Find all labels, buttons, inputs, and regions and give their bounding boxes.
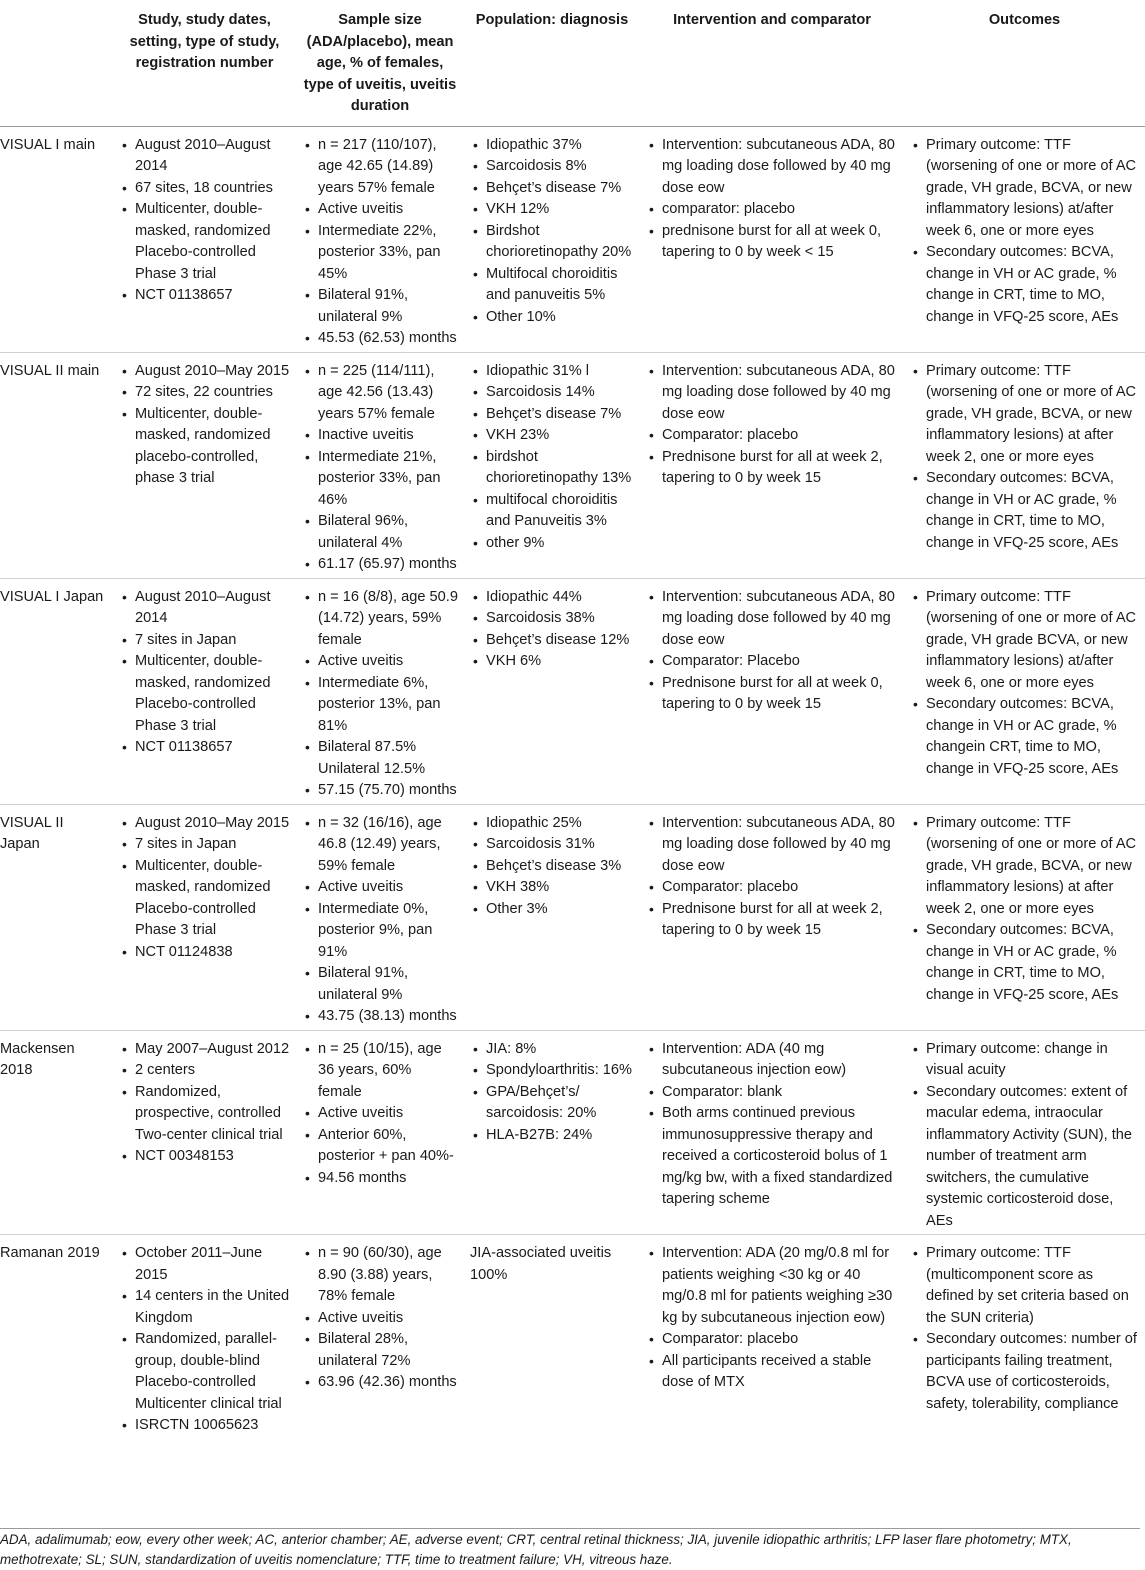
list-item: • Active uveitis [302, 199, 458, 221]
list-item: • Prednisone burst for all at week 2, tapering to 0 by week 15 [646, 899, 898, 942]
list-item: • n = 25 (10/15), age 36 years, 60% female [302, 1039, 458, 1104]
table-row [0, 126, 1145, 352]
list-item: • Bilateral 96%, unilateral 4% [302, 511, 458, 554]
study-details-cell [113, 578, 296, 804]
list-item: • multifocal choroiditis and Panuveitis 3% [470, 490, 634, 533]
intervention-cell-list [646, 1243, 898, 1394]
list-item: • GPA/Behçet’s/ sarcoidosis: 20% [470, 1082, 634, 1125]
intervention-cell [640, 1030, 904, 1235]
list-item: • Randomized, parallel-group, double-blind Placebo-controlled Multicenter clinical trial [119, 1329, 290, 1415]
list-item: • n = 16 (8/8), age 50.9 (14.72) years, 59% female [302, 587, 458, 652]
list-item: • Both arms continued previous immunosuppressive therapy and received a corticosteroid bolus of 1 mg/kg bw, with a fixed standardized tapering scheme [646, 1103, 898, 1211]
list-item: • Comparator: blank [646, 1082, 898, 1104]
population-cell [464, 352, 640, 578]
population-cell-list [470, 813, 634, 921]
population-cell [464, 126, 640, 352]
table-row [0, 804, 1145, 1030]
study-name: VISUAL I Japan [0, 578, 113, 804]
population-cell [464, 1030, 640, 1235]
header-population: Population: diagnosis [464, 0, 640, 126]
list-item: • comparator: placebo [646, 199, 898, 221]
outcomes-cell-list [910, 587, 1139, 781]
list-item: • 7 sites in Japan [119, 630, 290, 652]
study-details-cell-list [119, 361, 290, 490]
list-item: • Idiopathic 25% [470, 813, 634, 835]
list-item: • October 2011–June 2015 [119, 1243, 290, 1286]
list-item: • VKH 12% [470, 199, 634, 221]
list-item: • Sarcoidosis 8% [470, 156, 634, 178]
population-cell-list [470, 1039, 634, 1147]
list-item: • Anterior 60%, posterior + pan 40%- [302, 1125, 458, 1168]
outcomes-cell-list [910, 813, 1139, 1007]
list-item: • Primary outcome: TTF (worsening of one or more of AC grade, VH grade, BCVA, or new inflammatory lesions) at/after week 6, one or more eyes [910, 135, 1139, 243]
list-item: • Active uveitis [302, 877, 458, 899]
list-item: • Intervention: subcutaneous ADA, 80 mg loading dose followed by 40 mg dose eow [646, 361, 898, 426]
list-item: • Inactive uveitis [302, 425, 458, 447]
intervention-cell-list [646, 587, 898, 716]
list-item: • 43.75 (38.13) months [302, 1006, 458, 1028]
list-item: • Intervention: subcutaneous ADA, 80 mg loading dose followed by 40 mg dose eow [646, 587, 898, 652]
list-item: • Other 10% [470, 307, 634, 329]
header-outcomes: Outcomes [904, 0, 1145, 126]
list-item: • prednisone burst for all at week 0, tapering to 0 by week < 15 [646, 221, 898, 264]
list-item: • Intervention: subcutaneous ADA, 80 mg loading dose followed by 40 mg dose eow [646, 135, 898, 200]
list-item: • 45.53 (62.53) months [302, 328, 458, 350]
study-details-cell [113, 126, 296, 352]
study-details-cell-list [119, 1039, 290, 1168]
list-item: • Multicenter, double-masked, randomized Placebo-controlled Phase 3 trial [119, 651, 290, 737]
list-item: • Behçet’s disease 7% [470, 178, 634, 200]
list-item: • JIA: 8% [470, 1039, 634, 1061]
list-item: • 57.15 (75.70) months [302, 780, 458, 802]
header-empty [0, 0, 113, 126]
list-item: • Active uveitis [302, 1103, 458, 1125]
list-item: • ISRCTN 10065623 [119, 1415, 290, 1437]
list-item: • Comparator: placebo [646, 1329, 898, 1351]
population-cell: JIA-associated uveitis 100% [470, 1245, 612, 1283]
study-details-cell-list [119, 587, 290, 759]
list-item: • Birdshot chorioretinopathy 20% [470, 221, 634, 264]
study-details-cell-list [119, 1243, 290, 1437]
list-item: • Intermediate 0%, posterior 9%, pan 91% [302, 899, 458, 964]
list-item: • Multicenter, double-masked, randomized placebo-controlled, phase 3 trial [119, 404, 290, 490]
outcomes-cell-list [910, 135, 1139, 329]
list-item: • 94.56 months [302, 1168, 458, 1190]
list-item: • Multifocal choroiditis and panuveitis 5% [470, 264, 634, 307]
header-sample-size: Sample size (ADA/placebo), mean age, % of females, type of uveitis, uveitis duration [296, 0, 464, 126]
intervention-cell [640, 804, 904, 1030]
list-item: • Intermediate 21%, posterior 33%, pan 46% [302, 447, 458, 512]
table-row [0, 1235, 1145, 1443]
list-item: • August 2010–May 2015 [119, 361, 290, 383]
intervention-cell [640, 1235, 904, 1443]
list-item: • NCT 01138657 [119, 285, 290, 307]
list-item: • Active uveitis [302, 651, 458, 673]
list-item: • May 2007–August 2012 [119, 1039, 290, 1061]
list-item: • Bilateral 91%, unilateral 9% [302, 285, 458, 328]
table-row [0, 352, 1145, 578]
list-item: • Intermediate 22%, posterior 33%, pan 45% [302, 221, 458, 286]
outcomes-cell [904, 1030, 1145, 1235]
list-item: • August 2010–August 2014 [119, 587, 290, 630]
table-row [0, 578, 1145, 804]
outcomes-cell [904, 804, 1145, 1030]
outcomes-cell-list [910, 1243, 1139, 1415]
study-details-cell-list [119, 813, 290, 964]
population-cell-list [470, 587, 634, 673]
intervention-cell-list [646, 1039, 898, 1211]
table-row [0, 1030, 1145, 1235]
list-item: • Secondary outcomes: BCVA, change in VH or AC grade, % change in CRT, time to MO, change in VFQ-25 score, AEs [910, 468, 1139, 554]
sample-size-cell [296, 578, 464, 804]
sample-size-cell [296, 1030, 464, 1235]
list-item: • Bilateral 87.5% Unilateral 12.5% [302, 737, 458, 780]
list-item: • Intermediate 6%, posterior 13%, pan 81% [302, 673, 458, 738]
list-item: • August 2010–May 2015 [119, 813, 290, 835]
list-item: • Primary outcome: TTF (worsening of one or more of AC grade, VH grade BCVA, or new inflammatory lesions) at/after week 6, one or more eyes [910, 587, 1139, 695]
study-name: VISUAL II Japan [0, 804, 113, 1030]
list-item: • Prednisone burst for all at week 0, tapering to 0 by week 15 [646, 673, 898, 716]
list-item: • Active uveitis [302, 1308, 458, 1330]
list-item: • Spondyloarthritis: 16% [470, 1060, 634, 1082]
list-item: • NCT 00348153 [119, 1146, 290, 1168]
intervention-cell [640, 126, 904, 352]
list-item: • Secondary outcomes: BCVA, change in VH or AC grade, % change in CRT, time to MO, change in VFQ-25 score, AEs [910, 920, 1139, 1006]
population-cell [464, 804, 640, 1030]
list-item: • Primary outcome: TTF (multicomponent score as defined by set criteria based on the SUN criteria) [910, 1243, 1139, 1329]
study-details-cell [113, 1030, 296, 1235]
table-footnote: ADA, adalimumab; eow, every other week; AC, anterior chamber; AE, adverse event; CRT, central retinal thickness; JIA, juvenile idiopathic arthritis; LFP laser flare photometry; MTX, methotrexate; SL; SUN, standardization of uveitis nomenclature; TTF, time to treatment failure; VH, vitreous haze. [0, 1528, 1140, 1570]
sample-size-cell [296, 804, 464, 1030]
outcomes-cell [904, 126, 1145, 352]
outcomes-cell [904, 578, 1145, 804]
sample-size-cell [296, 126, 464, 352]
population-cell-list [470, 361, 634, 555]
list-item: • Multicenter, double-masked, randomized Placebo-controlled Phase 3 trial [119, 199, 290, 285]
list-item: • 61.17 (65.97) months [302, 554, 458, 576]
outcomes-cell [904, 352, 1145, 578]
population-cell [464, 578, 640, 804]
list-item: • Primary outcome: change in visual acuity [910, 1039, 1139, 1082]
study-name: Ramanan 2019 [0, 1245, 100, 1261]
list-item: • Comparator: Placebo [646, 651, 898, 673]
list-item: • n = 90 (60/30), age 8.90 (3.88) years, 78% female [302, 1243, 458, 1308]
list-item: • 7 sites in Japan [119, 834, 290, 856]
list-item: • Sarcoidosis 14% [470, 382, 634, 404]
sample-size-cell-list [302, 361, 458, 576]
study-details-cell [113, 352, 296, 578]
list-item: • Secondary outcomes: extent of macular edema, intraocular inflammatory Activity (SUN), the number of treatment arm switchers, the cumulative systemic corticosteroid dose, AEs [910, 1082, 1139, 1233]
list-item: • VKH 23% [470, 425, 634, 447]
list-item: • 2 centers [119, 1060, 290, 1082]
list-item: • other 9% [470, 533, 634, 555]
list-item: • 14 centers in the United Kingdom [119, 1286, 290, 1329]
sample-size-cell [296, 1235, 464, 1443]
list-item: • VKH 6% [470, 651, 634, 673]
list-item: • Behçet’s disease 3% [470, 856, 634, 878]
list-item: • NCT 01138657 [119, 737, 290, 759]
table-body [0, 126, 1145, 1443]
sample-size-cell-list [302, 1243, 458, 1394]
list-item: • Sarcoidosis 31% [470, 834, 634, 856]
list-item: • birdshot chorioretinopathy 13% [470, 447, 634, 490]
list-item: • Intervention: subcutaneous ADA, 80 mg loading dose followed by 40 mg dose eow [646, 813, 898, 878]
study-name: VISUAL I main [0, 126, 113, 352]
list-item: • 63.96 (42.36) months [302, 1372, 458, 1394]
sample-size-cell-list [302, 587, 458, 802]
list-item: • Randomized, prospective, controlled Two-center clinical trial [119, 1082, 290, 1147]
list-item: • Primary outcome: TTF (worsening of one or more of AC grade, VH grade, BCVA, or new inflammatory lesions) at after week 2, one or more eyes [910, 361, 1139, 469]
header-row [0, 0, 1145, 126]
intervention-cell [640, 352, 904, 578]
study-details-cell-list [119, 135, 290, 307]
study-name: Mackensen 2018 [0, 1030, 113, 1235]
list-item: • All participants received a stable dose of MTX [646, 1351, 898, 1394]
list-item: • Intervention: ADA (20 mg/0.8 ml for patients weighing <30 kg or 40 mg/0.8 ml for patients weighing ≥30 kg by subcutaneous injection eow) [646, 1243, 898, 1329]
list-item: • Primary outcome: TTF (worsening of one or more of AC grade, VH grade, BCVA, or new inflammatory lesions) at after week 2, one or more eyes [910, 813, 1139, 921]
list-item: • Secondary outcomes: number of participants failing treatment, BCVA use of corticosteroids, safety, tolerability, compliance [910, 1329, 1139, 1415]
list-item: • Other 3% [470, 899, 634, 921]
list-item: • Idiopathic 44% [470, 587, 634, 609]
list-item: • Behçet’s disease 12% [470, 630, 634, 652]
list-item: • Bilateral 28%, unilateral 72% [302, 1329, 458, 1372]
list-item: • 67 sites, 18 countries [119, 178, 290, 200]
outcomes-cell-list [910, 1039, 1139, 1233]
list-item: • Bilateral 91%, unilateral 9% [302, 963, 458, 1006]
list-item: • n = 217 (110/107), age 42.65 (14.89) years 57% female [302, 135, 458, 200]
list-item: • Secondary outcomes: BCVA, change in VH or AC grade, % change in CRT, time to MO, change in VFQ-25 score, AEs [910, 242, 1139, 328]
sample-size-cell [296, 352, 464, 578]
header-intervention: Intervention and comparator [640, 0, 904, 126]
study-details-cell [113, 804, 296, 1030]
intervention-cell-list [646, 813, 898, 942]
list-item: • Secondary outcomes: BCVA, change in VH or AC grade, % changein CRT, time to MO, change in VFQ-25 score, AEs [910, 694, 1139, 780]
list-item: • Comparator: placebo [646, 877, 898, 899]
list-item: • 72 sites, 22 countries [119, 382, 290, 404]
list-item: • Idiopathic 31% l [470, 361, 634, 383]
population-cell-list [470, 135, 634, 329]
study-name: VISUAL II main [0, 352, 113, 578]
list-item: • NCT 01124838 [119, 942, 290, 964]
sample-size-cell-list [302, 135, 458, 350]
list-item: • n = 32 (16/16), age 46.8 (12.49) years, 59% female [302, 813, 458, 878]
list-item: • n = 225 (114/111), age 42.56 (13.43) years 57% female [302, 361, 458, 426]
list-item: • Multicenter, double-masked, randomized Placebo-controlled Phase 3 trial [119, 856, 290, 942]
sample-size-cell-list [302, 1039, 458, 1190]
list-item: • Sarcoidosis 38% [470, 608, 634, 630]
list-item: • Intervention: ADA (40 mg subcutaneous injection eow) [646, 1039, 898, 1082]
list-item: • VKH 38% [470, 877, 634, 899]
list-item: • Prednisone burst for all at week 2, tapering to 0 by week 15 [646, 447, 898, 490]
intervention-cell [640, 578, 904, 804]
sample-size-cell-list [302, 813, 458, 1028]
study-details-cell [113, 1235, 296, 1443]
list-item: • HLA-B27B: 24% [470, 1125, 634, 1147]
header-study: Study, study dates, setting, type of study, registration number [113, 0, 296, 126]
list-item: • August 2010–August 2014 [119, 135, 290, 178]
outcomes-cell-list [910, 361, 1139, 555]
list-item: • Comparator: placebo [646, 425, 898, 447]
list-item: • Behçet’s disease 7% [470, 404, 634, 426]
intervention-cell-list [646, 361, 898, 490]
list-item: • Idiopathic 37% [470, 135, 634, 157]
outcomes-cell [904, 1235, 1145, 1443]
intervention-cell-list [646, 135, 898, 264]
